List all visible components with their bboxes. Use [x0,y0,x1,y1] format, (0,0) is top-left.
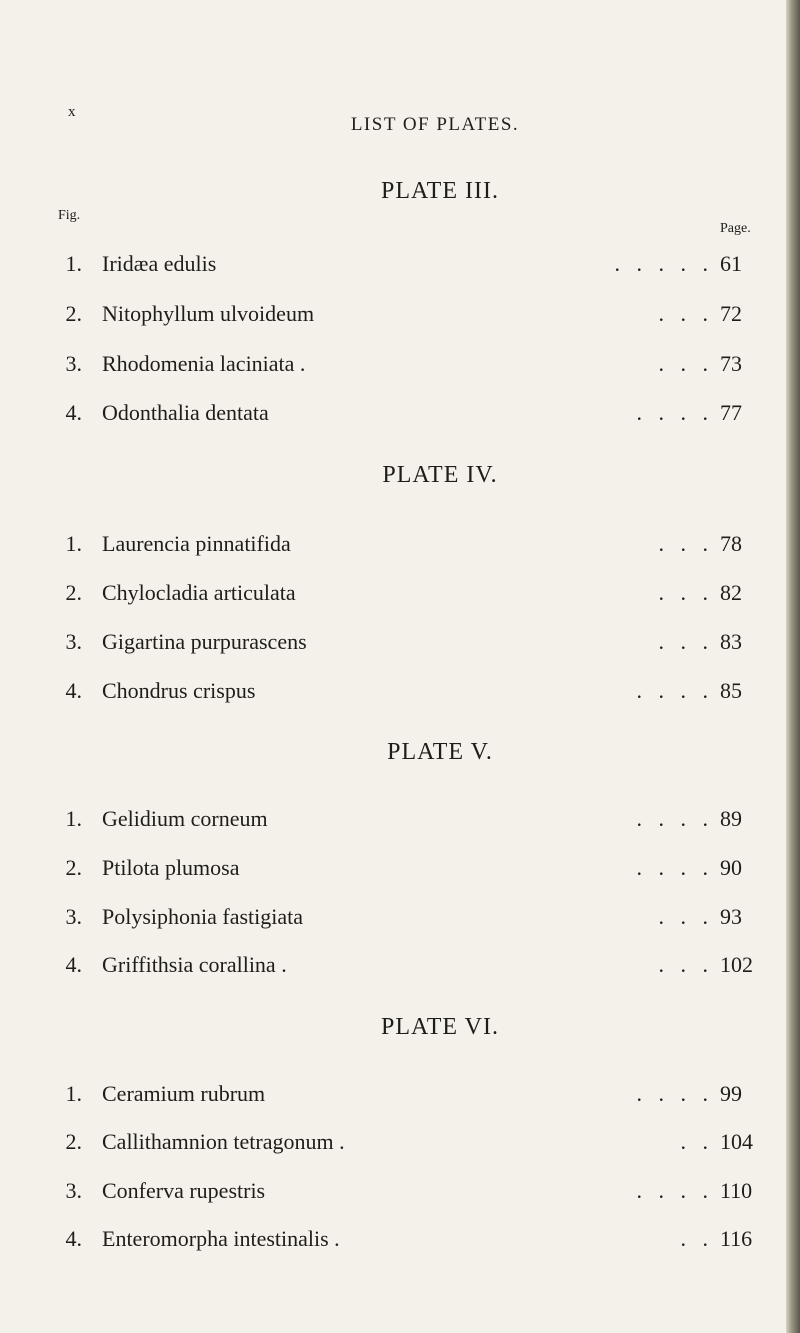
plate-item [0,622,800,662]
fig-column-label: Fig. [58,208,81,223]
plate-item [0,671,800,711]
plate-item [0,1219,800,1259]
leader-dots: . . . [658,952,708,977]
plate-item [0,897,800,937]
plate-item [0,799,800,839]
plate-item [0,393,800,433]
fig-number: 2. [65,580,82,605]
leader-dots: . . . [658,580,708,605]
leader-dots: . . . . [636,806,708,831]
page-number: 89 [720,806,742,831]
plate-item [0,524,800,564]
leader-dots: . . [680,1129,708,1154]
plate-heading: PLATE IV. [382,462,498,488]
fig-number: 2. [65,301,82,326]
page-number: 77 [720,400,742,425]
page-number: 104 [720,1129,753,1154]
plate-item [0,1122,800,1162]
species-name: Griffithsia corallina . [102,952,287,977]
leader-dots: . . [680,1226,708,1251]
fig-number: 1. [65,806,82,831]
species-name: Chylocladia articulata [102,580,296,605]
fig-number: 1. [65,1081,82,1106]
page-number: 99 [720,1081,742,1106]
species-name: Enteromorpha intestinalis . [102,1226,340,1251]
plate-item [0,1074,800,1114]
fig-number: 4. [65,1226,82,1251]
page-number: 85 [720,678,742,703]
page-number: 73 [720,351,742,376]
species-name: Iridæa edulis [102,251,217,276]
species-name: Callithamnion tetragonum . [102,1129,345,1154]
plate-item [0,244,800,284]
plate-item [0,945,800,985]
leader-dots: . . . . [636,855,708,880]
species-name: Polysiphonia fastigiata [102,904,304,929]
fig-number: 3. [65,351,82,376]
fig-number: 4. [65,952,82,977]
plate-item [0,294,800,334]
page-number: 78 [720,531,742,556]
fig-number: 3. [65,904,82,929]
species-name: Ceramium rubrum [102,1081,266,1106]
fig-number: 4. [65,678,82,703]
page-number: 93 [720,904,742,929]
plate-item [0,573,800,613]
page-number: 110 [720,1178,753,1203]
leader-dots: . . . . . [614,251,708,276]
running-head: LIST OF PLATES. [350,114,520,135]
leader-dots: . . . [658,531,708,556]
plate-item [0,1171,800,1211]
fig-number: 2. [65,855,82,880]
species-name: Nitophyllum ulvoideum [102,301,315,326]
page-number: 102 [720,952,753,977]
species-name: Gelidium corneum [102,806,268,831]
page-number: x [68,104,76,120]
species-name: Rhodomenia laciniata . [102,351,306,376]
fig-number: 1. [65,251,82,276]
leader-dots: . . . . [636,678,708,703]
species-name: Gigartina purpurascens [102,629,307,654]
fig-number: 2. [65,1129,82,1154]
plate-item [0,848,800,888]
species-name: Ptilota plumosa [102,855,240,880]
plate-heading: PLATE V. [387,739,493,765]
leader-dots: . . . [658,301,708,326]
plate-heading: PLATE VI. [381,1014,499,1040]
leader-dots: . . . [658,904,708,929]
page-column-label: Page. [720,221,751,236]
page-number: 61 [720,251,742,276]
plate-item [0,344,800,384]
page-number: 72 [720,301,742,326]
fig-number: 3. [65,1178,82,1203]
leader-dots: . . . [658,629,708,654]
fig-number: 1. [65,531,82,556]
leader-dots: . . . . [636,1178,708,1203]
plate-heading: PLATE III. [381,178,499,204]
page-number: 82 [720,580,742,605]
fig-number: 3. [65,629,82,654]
species-name: Laurencia pinnatifida [102,531,291,556]
leader-dots: . . . . [636,1081,708,1106]
page-number: 83 [720,629,742,654]
leader-dots: . . . . [636,400,708,425]
page-number: 90 [720,855,742,880]
page-number: 116 [720,1226,753,1251]
leader-dots: . . . [658,351,708,376]
species-name: Chondrus crispus [102,678,256,703]
species-name: Conferva rupestris [102,1178,266,1203]
species-name: Odonthalia dentata [102,400,269,425]
fig-number: 4. [65,400,82,425]
